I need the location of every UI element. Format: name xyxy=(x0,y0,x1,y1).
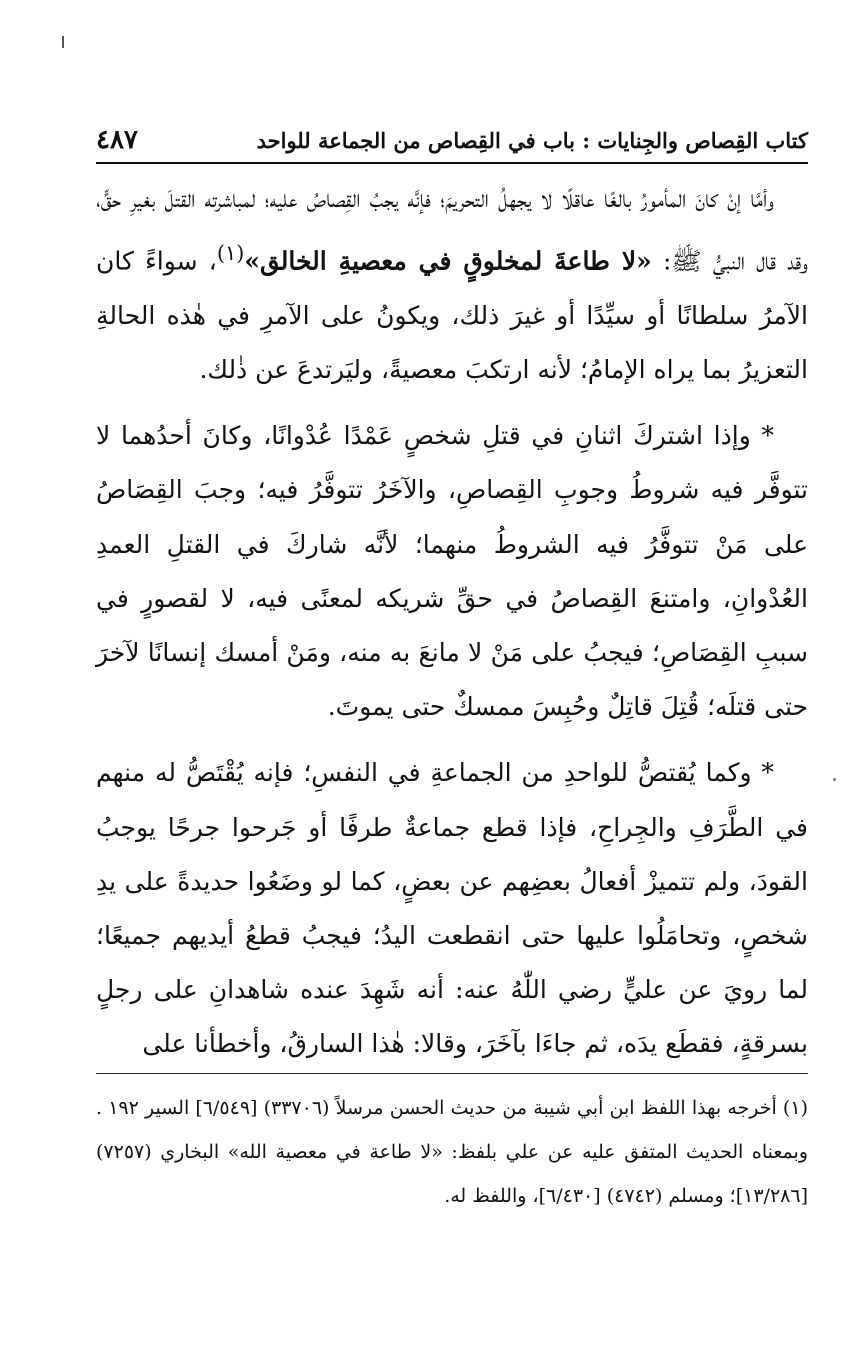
hadith-quote: «لا طاعةَ لمخلوقٍ في معصيةِ الخالق» xyxy=(244,246,652,276)
running-head: كتاب القِصاص والجِنايات : باب في القِصاص من الجماعة للواحد xyxy=(256,127,808,153)
footnote-divider xyxy=(96,1073,808,1074)
paragraph: * وكما يُقتصُّ للواحدِ من الجماعةِ في النفسِ؛ فإنه يُقْتَصُّ له منهم في الطَّرَفِ والجِراحِ، فإذا قطع جماعةٌ طرفًا أو جَرحوا جرحًا يوجبُ القودَ، ولم تتميزْ أفعالُ بعضِهم عن بعضٍ، كما لو وضَعُوا حديدةً على يدِ شخصٍ، وتحامَلُوا عليها حتى انقطعت اليدُ؛ فيجبُ قطعُ أيديهم جميعًا؛ لما رويَ عن عليٍّ رضي اللّٰهُ عنه: أنه شَهِدَ عنده شاهدانِ على رجلٍ بسرقةٍ، فقطَع يدَه، ثم جاءَا بآخَرَ، وقالا: هٰذا السارقُ، وأخطأنا على xyxy=(96,758,809,1059)
page-header xyxy=(96,118,808,164)
paragraph xyxy=(96,172,808,397)
margin-dot xyxy=(833,778,836,781)
margin-mark xyxy=(62,36,64,48)
footnotes xyxy=(96,1086,808,1218)
footnote: (١) أخرجه بهذا اللفظ ابن أبي شيبة من حديث الحسن مرسلاً (٣٣٧٠٦) [٦/٥٤٩] السير ١٩٢ . وبمعناه الحديث المتفق عليه عن علي بلفظ: «لا طاعة في معصية الله» البخاري (٧٢٥٧) [١٣/٢٨٦]؛ ومسلم (٤٧٤٢) [٦/٤٣٠]، واللفظ له. xyxy=(96,1097,808,1207)
main-text xyxy=(96,172,808,1084)
footnote-marker[interactable]: (١) xyxy=(216,241,245,266)
paragraph-text: وأمَّا إنْ كانَ المأمورُ بالغًا عاقلًا لا يجهلُ التحريمَ؛ فإنَّه يجبُ القِصاصُ عليه؛ لمباشرته القتلَ بغيرِ حقٍّ، وقد قال النبيُّ ﷺ: xyxy=(96,184,809,276)
paragraph: * وإذا اشتركَ اثنانِ في قتلِ شخصٍ عَمْدًا عُدْوانًا، وكانَ أحدُهما لا تتوفَّر فيه شروطُ وجوبِ القِصاصِ، والآخَرُ تتوفَّرُ فيه؛ وجبَ القِصَاصُ على مَنْ تتوفَّرُ فيه الشروطُ منهما؛ لأنَّه شاركَ في القتلِ العمدِ العُدْوانِ، وامتنعَ القِصاصُ في حقِّ شريكه لمعنًى فيه، لا لقصورٍ في سببِ القِصَاصِ؛ فيجبُ على مَنْ لا مانعَ به منه، ومَنْ أمسك إنسانًا لآخرَ حتى قتلَه؛ قُتِلَ قاتِلٌ وحُبِسَ ممسكٌ حتى يموتَ. xyxy=(96,421,808,722)
paragraph-text: ، سواءً كان الآمرُ سلطانًا أو سيِّدًا أو غيرَ ذلك، ويكونُ على الآمرِ في هٰذه الحالةِ التعزيرُ بما يراه الإمامُ؛ لأنه ارتكبَ معصيةً، وليَرتدعَ عن ذٰلك. xyxy=(96,246,808,384)
page-number: ٤٨٧ xyxy=(96,125,138,155)
